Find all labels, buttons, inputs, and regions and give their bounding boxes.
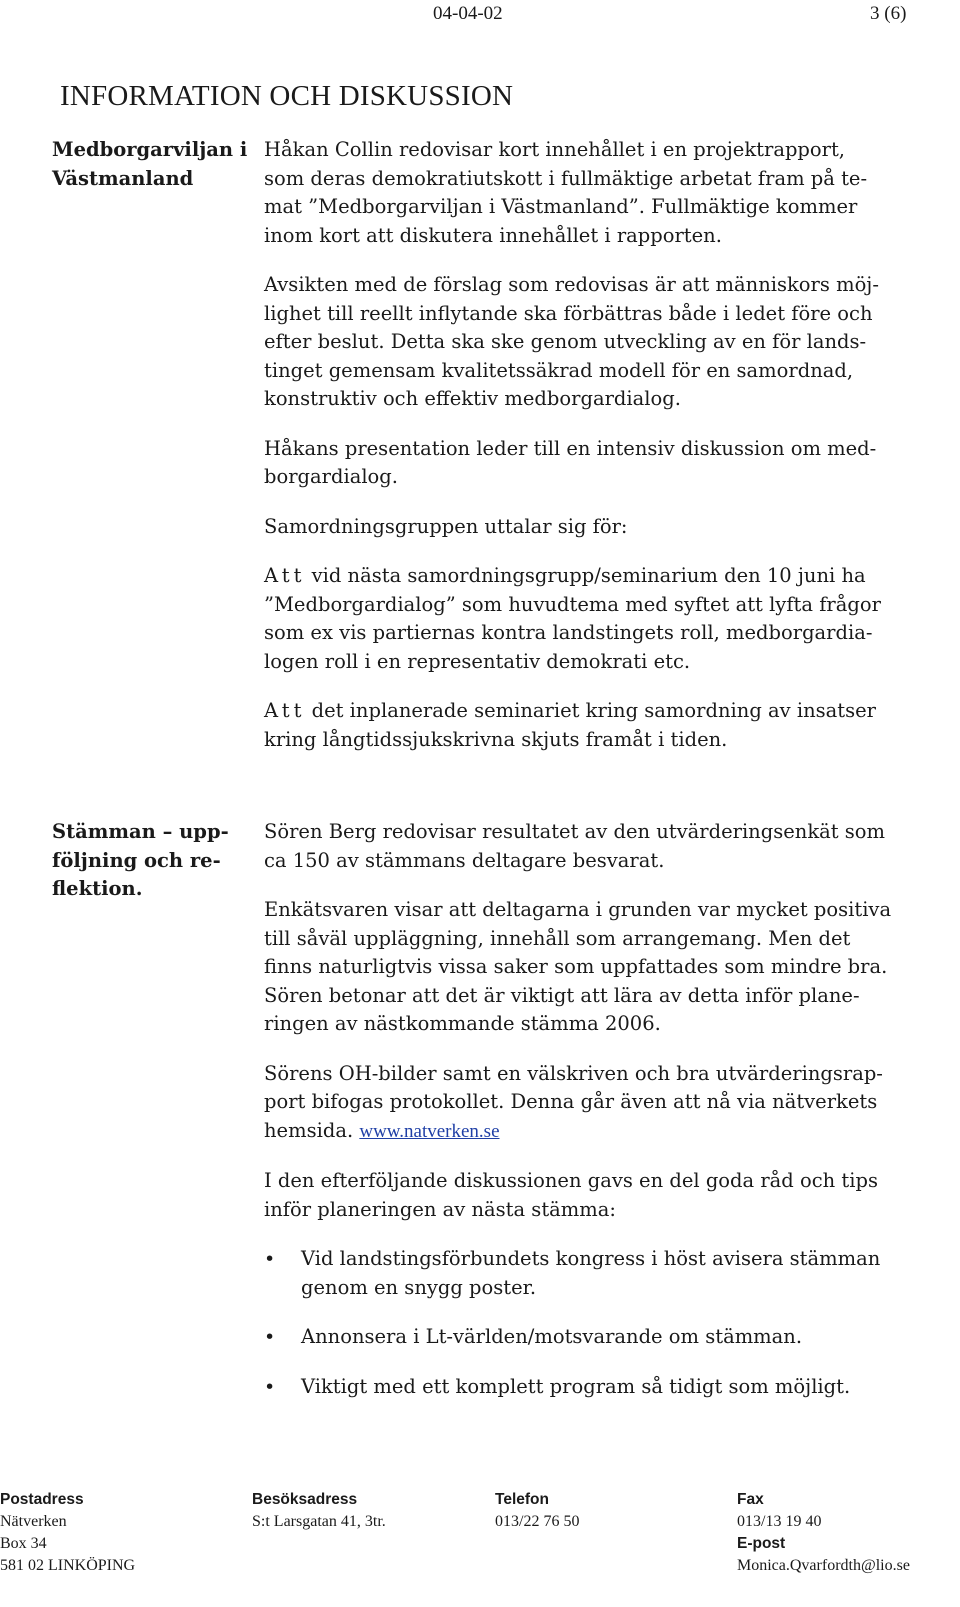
text-line: Avsikten med de förslag som redovisas är att människors möj-: [264, 273, 879, 296]
paragraph: [264, 136, 924, 250]
text-line: Viktigt med ett komplett program så tidigt som möjligt.: [301, 1374, 851, 1398]
list-item: [264, 1373, 924, 1402]
paragraph: [264, 513, 924, 542]
footer-value: Nätverken: [0, 1513, 67, 1530]
bullet-icon: •: [264, 1375, 276, 1398]
section2-body: [264, 818, 924, 1422]
text-line: Vid landstingsförbundets kongress i höst avisera stämman: [301, 1247, 881, 1270]
text-line: till såväl uppläggning, innehåll som arrangemang. Men det: [264, 926, 851, 950]
text-line: Sörens OH-bilder samt en välskriven och bra utvärderingsrap-: [264, 1061, 883, 1085]
paragraph: [264, 1167, 924, 1224]
paragraph: [264, 896, 924, 1039]
text-line: [264, 697, 924, 726]
side-heading-line: Västmanland: [52, 166, 194, 190]
text-line: inom kort att diskutera innehållet i rapporten.: [264, 223, 722, 247]
section1-side-heading: [52, 136, 252, 193]
paragraph: [264, 1060, 924, 1147]
text-line: tinget gemensam kvalitetssäkrad modell för en samordnad,: [264, 358, 854, 382]
list-item: [264, 1323, 924, 1352]
text-fragment: det inplanerade seminariet kring samordning av insatser: [305, 699, 876, 722]
document-date: 04-04-02: [433, 3, 503, 24]
text-line: Håkans presentation leder till en intensiv diskussion om med-: [264, 436, 877, 460]
footer-value: 013/13 19 40: [737, 1513, 822, 1530]
text-line: genom en snygg poster.: [301, 1275, 537, 1299]
bullet-list: [264, 1245, 924, 1401]
text-line: finns naturligtvis vissa saker som uppfattades som mindre bra.: [264, 955, 888, 978]
footer-postadress: [0, 1489, 135, 1577]
side-heading-line: följning och re-: [52, 848, 221, 872]
text-line: Samordningsgruppen uttalar sig för:: [264, 514, 628, 538]
footer-label: Besöksadress: [252, 1491, 358, 1508]
footer-telefon: [495, 1489, 579, 1533]
text-line: [264, 562, 924, 591]
text-line: kring långtidssjukskrivna skjuts framåt i tiden.: [264, 727, 728, 751]
paragraph: [264, 271, 924, 414]
text-line: [264, 1117, 924, 1147]
text-line: port bifogas protokollet. Denna går även att nå via nätverkets: [264, 1090, 878, 1113]
footer-label: Telefon: [495, 1491, 549, 1508]
bullet-icon: •: [264, 1326, 276, 1348]
text-line: som deras demokratiutskott i fullmäktige arbetat fram på te-: [264, 166, 868, 190]
side-heading-line: Stämman – upp-: [52, 820, 229, 843]
footer-value: 581 02 LINKÖPING: [0, 1557, 136, 1574]
website-link[interactable]: www.natverken.se: [359, 1120, 500, 1142]
section-heading: INFORMATION OCH DISKUSSION: [60, 80, 514, 112]
text-line: Enkätsvaren visar att deltagarna i grunden var mycket positiva: [264, 898, 892, 921]
text-fragment: vid nästa samordningsgrupp/seminarium den 10 juni ha: [305, 564, 866, 587]
att-clause: [264, 697, 924, 754]
text-line: lighet till reellt inflytande ska förbättras både i ledet före och: [264, 301, 873, 325]
side-heading-line: flektion.: [52, 877, 143, 900]
email-address: Monica.Qvarfordth@lio.se: [737, 1557, 910, 1574]
bullet-icon: •: [264, 1248, 276, 1270]
paragraph: [264, 435, 924, 492]
att-label: Att: [264, 699, 306, 722]
footer-besoksadress: [252, 1489, 386, 1533]
text-fragment: hemsida.: [264, 1118, 354, 1142]
footer-label: Fax: [737, 1491, 764, 1508]
section1-body: [264, 136, 924, 775]
text-line: inför planeringen av nästa stämma:: [264, 1197, 616, 1221]
text-line: som ex vis partiernas kontra landstingets roll, medborgardia-: [264, 621, 873, 644]
text-line: Håkan Collin redovisar kort innehållet i en projektrapport,: [264, 138, 846, 161]
footer-value: 013/22 76 50: [495, 1513, 580, 1530]
att-label: Att: [264, 564, 306, 587]
text-line: efter beslut. Detta ska ske genom utveckling av en för lands-: [264, 330, 867, 353]
text-line: Sören Berg redovisar resultatet av den utvärderingsenkät som: [264, 820, 886, 843]
footer-label: E-post: [737, 1535, 786, 1552]
footer-fax-epost: [737, 1489, 910, 1577]
text-line: I den efterföljande diskussionen gavs en del goda råd och tips: [264, 1169, 878, 1192]
text-line: Annonsera i Lt-världen/motsvarande om stämman.: [301, 1325, 803, 1348]
text-line: ca 150 av stämmans deltagare besvarat.: [264, 848, 665, 872]
text-line: ”Medborgardialog” som huvudtema med syftet att lyfta frågor: [264, 592, 881, 616]
footer-value: S:t Larsgatan 41, 3tr.: [252, 1513, 386, 1530]
text-line: konstruktiv och effektiv medborgardialog.: [264, 387, 681, 410]
section2-side-heading: [52, 818, 252, 904]
side-heading-line: Medborgarviljan i: [52, 138, 248, 161]
page-number: 3 (6): [870, 3, 907, 24]
text-line: borgardialog.: [264, 465, 398, 488]
text-line: logen roll i en representativ demokrati etc.: [264, 649, 691, 673]
text-line: mat ”Medborgarviljan i Västmanland”. Fullmäktige kommer: [264, 195, 858, 218]
footer-label: Postadress: [0, 1491, 84, 1508]
list-item: [264, 1245, 924, 1302]
text-line: Sören betonar att det är viktigt att lära av detta inför plane-: [264, 983, 860, 1007]
text-line: ringen av nästkommande stämma 2006.: [264, 1012, 661, 1035]
paragraph: [264, 818, 924, 875]
footer-value: Box 34: [0, 1535, 47, 1552]
att-clause: [264, 562, 924, 676]
